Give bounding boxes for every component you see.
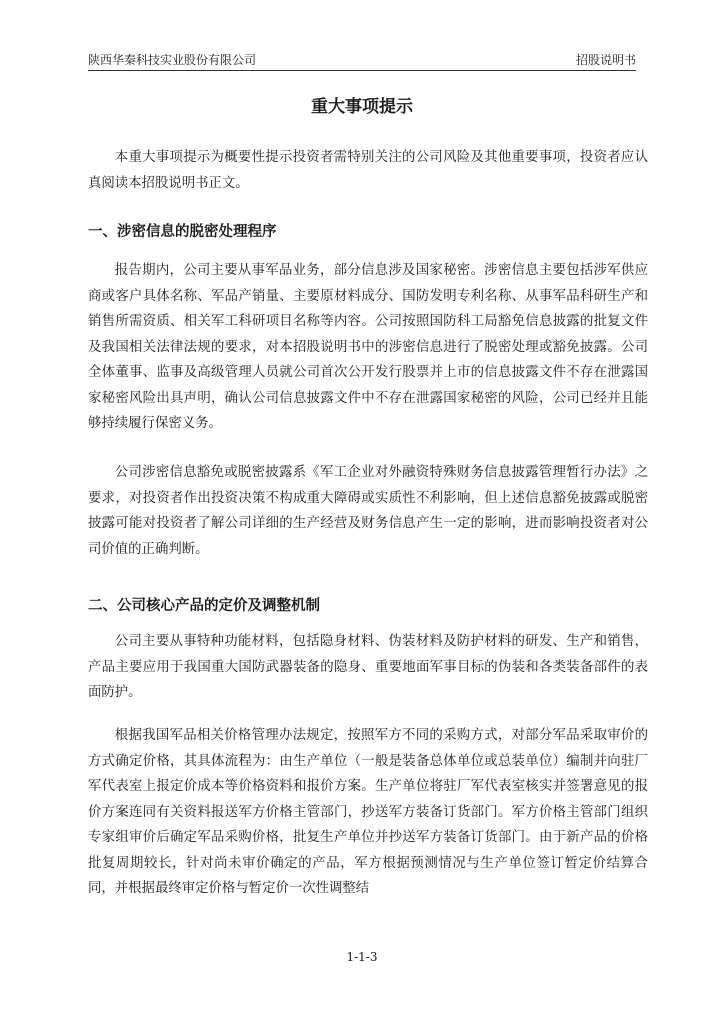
intro-paragraph: 本重大事项提示为概要性提示投资者需特别关注的公司风险及其他重要事项，投资者应认真阅读本招股说明书正文。 (88, 150, 648, 191)
page-header (88, 50, 636, 71)
section-1-heading: 一、涉密信息的脱密处理程序 (88, 224, 277, 240)
section-2-heading: 二、公司核心产品的定价及调整机制 (88, 598, 320, 614)
page-number: 1-1-3 (346, 950, 378, 964)
header-company-name: 陕西华秦科技实业股份有限公司 (88, 53, 257, 67)
section-2-paragraph-1: 公司主要从事特种功能材料，包括隐身材料、伪装材料及防护材料的研发、生产和销售，产品主要应用于我国重大国防武器装备的隐身、重要地面军事目标的伪装和各类装备部件的表面防护。 (88, 634, 648, 700)
section-2-paragraph-2: 根据我国军品相关价格管理办法规定，按照军方不同的采购方式，对部分军品采取审价的方式确定价格，其具体流程为：由生产单位（一般是装备总体单位或总装单位）编制并向驻厂军代表室上报定价成本等价格资料和报价方案。生产单位将驻厂军代表室核实并签署意见的报价方案连同有关资料报送军方价格主管部门，抄送军方装备订货部门。军方价格主管部门组织专家组审价后确定军品采购价格，批复生产单位并抄送军方装备订货部门。由于新产品的价格批复周期较长，针对尚未审价确定的产品，军方根据预测情况与生产单位签订暂定价结算合同，并根据最终审定价格与暂定价一次性调整结 (88, 728, 648, 896)
section-1-paragraph-2: 公司涉密信息豁免或脱密披露系《军工企业对外融资特殊财务信息披露管理暂行办法》之要求，对投资者作出投资决策不构成重大障碍或实质性不利影响，但上述信息豁免披露或脱密披露可能对投资者了解公司详细的生产经营及财务信息产生一定的影响，进而影响投资者对公司价值的正确判断。 (88, 465, 648, 557)
page-title: 重大事项提示 (311, 97, 413, 117)
header-document-type: 招股说明书 (575, 53, 636, 67)
section-1-paragraph-1: 报告期内，公司主要从事军品业务，部分信息涉及国家秘密。涉密信息主要包括涉军供应商或客户具体名称、军品产销量、主要原材料成分、国防发明专利名称、从事军品科研生产和销售所需资质、相关军工科研项目名称等内容。公司按照国防科工局豁免信息披露的批复文件及我国相关法律法规的要求，对本招股说明书中的涉密信息进行了脱密处理或豁免披露。公司全体董事、监事及高级管理人员就公司首次公开发行股票并上市的信息披露文件不存在泄露国家秘密风险出具声明，确认公司信息披露文件中不存在泄露国家秘密的风险，公司已经并且能够持续履行保密义务。 (88, 263, 648, 431)
